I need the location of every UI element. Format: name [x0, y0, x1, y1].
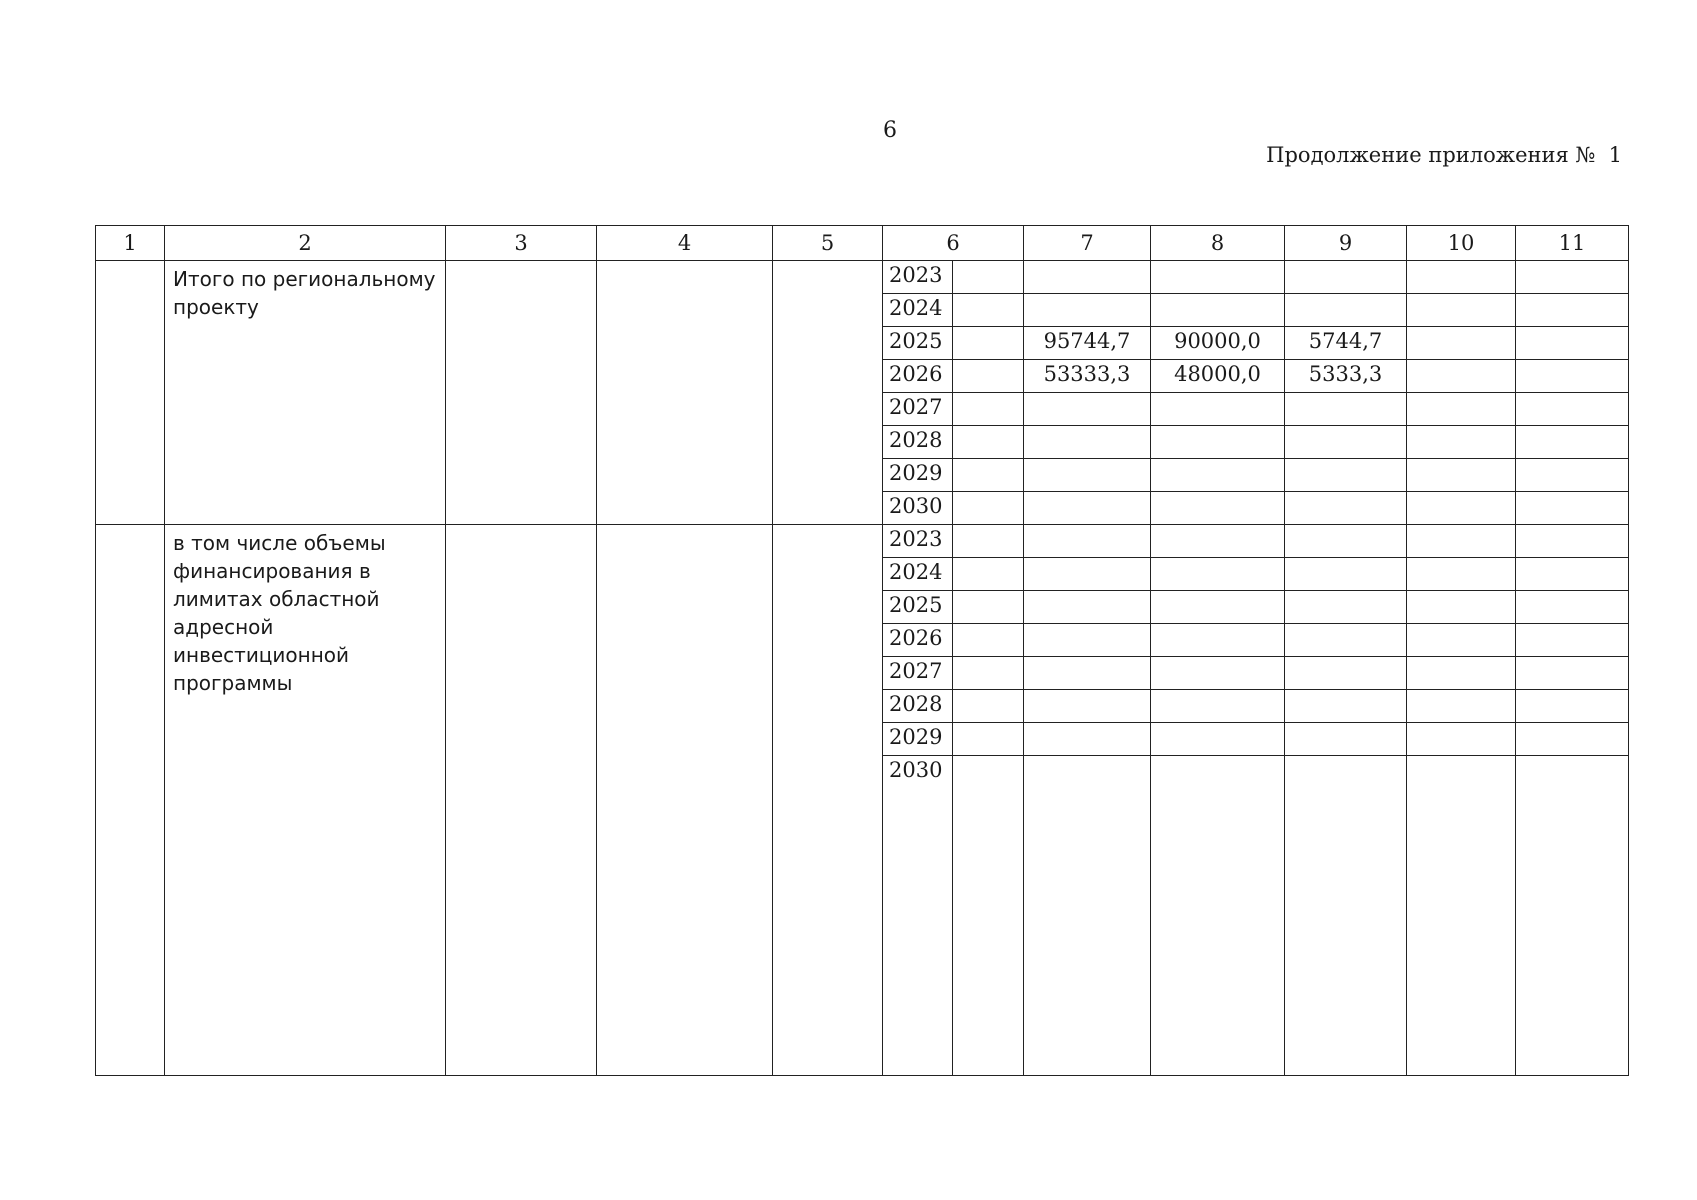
cell-col-6-sub: [953, 624, 1024, 657]
value-col-9: [1285, 558, 1407, 591]
header-col-1: 1: [96, 226, 165, 261]
cell-col-11: [1516, 558, 1629, 591]
cell-col-10: [1407, 591, 1516, 624]
cell-col-3: [446, 525, 597, 1076]
row-number-cell: [96, 525, 165, 1076]
year-cell: 2024: [883, 558, 953, 591]
value-col-9: [1285, 723, 1407, 756]
cell-col-10: [1407, 657, 1516, 690]
value-col-7: [1024, 261, 1151, 294]
value-col-7: [1024, 492, 1151, 525]
cell-col-11: [1516, 393, 1629, 426]
continuation-label: Продолжение приложения № 1: [1266, 143, 1622, 167]
cell-col-6-sub: [953, 360, 1024, 393]
value-col-9: [1285, 294, 1407, 327]
year-cell: 2025: [883, 591, 953, 624]
value-col-7: [1024, 393, 1151, 426]
year-cell: 2024: [883, 294, 953, 327]
year-cell: 2030: [883, 756, 953, 1076]
year-cell: 2026: [883, 624, 953, 657]
cell-col-10: [1407, 525, 1516, 558]
cell-col-10: [1407, 294, 1516, 327]
value-col-8: [1151, 690, 1285, 723]
value-col-7: [1024, 459, 1151, 492]
header-col-11: 11: [1516, 226, 1629, 261]
cell-col-10: [1407, 723, 1516, 756]
value-col-9: [1285, 393, 1407, 426]
header-col-7: 7: [1024, 226, 1151, 261]
year-cell: 2027: [883, 393, 953, 426]
header-col-10: 10: [1407, 226, 1516, 261]
value-col-9: [1285, 756, 1407, 1076]
cell-col-6-sub: [953, 426, 1024, 459]
cell-col-6-sub: [953, 756, 1024, 1076]
value-col-8: [1151, 459, 1285, 492]
cell-col-10: [1407, 756, 1516, 1076]
value-col-7: [1024, 558, 1151, 591]
cell-col-6-sub: [953, 690, 1024, 723]
cell-col-5: [773, 525, 883, 1076]
cell-col-3: [446, 261, 597, 525]
year-cell: 2029: [883, 459, 953, 492]
cell-col-6-sub: [953, 261, 1024, 294]
value-col-7: 53333,3: [1024, 360, 1151, 393]
value-col-8: [1151, 624, 1285, 657]
value-col-9: [1285, 591, 1407, 624]
value-col-8: [1151, 294, 1285, 327]
cell-col-11: [1516, 294, 1629, 327]
value-col-8: 90000,0: [1151, 327, 1285, 360]
year-cell: 2023: [883, 261, 953, 294]
value-col-8: [1151, 426, 1285, 459]
year-cell: 2027: [883, 657, 953, 690]
financing-table: [95, 225, 1629, 1076]
value-col-8: [1151, 756, 1285, 1076]
header-col-8: 8: [1151, 226, 1285, 261]
cell-col-10: [1407, 690, 1516, 723]
value-col-7: [1024, 657, 1151, 690]
year-cell: 2028: [883, 690, 953, 723]
cell-col-11: [1516, 459, 1629, 492]
cell-col-6-sub: [953, 558, 1024, 591]
cell-col-10: [1407, 393, 1516, 426]
value-col-9: [1285, 657, 1407, 690]
cell-col-11: [1516, 624, 1629, 657]
value-col-8: [1151, 492, 1285, 525]
cell-col-11: [1516, 360, 1629, 393]
value-col-9: 5333,3: [1285, 360, 1407, 393]
value-col-8: [1151, 525, 1285, 558]
cell-col-6-sub: [953, 459, 1024, 492]
header-col-4: 4: [597, 226, 773, 261]
year-cell: 2026: [883, 360, 953, 393]
year-cell: 2023: [883, 525, 953, 558]
value-col-7: [1024, 723, 1151, 756]
value-col-7: 95744,7: [1024, 327, 1151, 360]
value-col-9: [1285, 261, 1407, 294]
cell-col-10: [1407, 624, 1516, 657]
value-col-8: [1151, 261, 1285, 294]
value-col-7: [1024, 756, 1151, 1076]
cell-col-11: [1516, 756, 1629, 1076]
cell-col-10: [1407, 459, 1516, 492]
cell-col-6-sub: [953, 723, 1024, 756]
cell-col-11: [1516, 690, 1629, 723]
section-label: в том числе объемы финансирования в лимитах областной адресной инвестиционной программы: [165, 525, 446, 1076]
header-col-5: 5: [773, 226, 883, 261]
section-label: Итого по региональному проекту: [165, 261, 446, 525]
table-row: [96, 525, 1629, 558]
table-row: [96, 261, 1629, 294]
cell-col-4: [597, 261, 773, 525]
cell-col-11: [1516, 657, 1629, 690]
value-col-7: [1024, 690, 1151, 723]
value-col-8: [1151, 723, 1285, 756]
cell-col-11: [1516, 591, 1629, 624]
header-col-3: 3: [446, 226, 597, 261]
cell-col-11: [1516, 261, 1629, 294]
value-col-9: [1285, 459, 1407, 492]
cell-col-10: [1407, 492, 1516, 525]
cell-col-10: [1407, 327, 1516, 360]
value-col-9: [1285, 690, 1407, 723]
cell-col-6-sub: [953, 657, 1024, 690]
header-col-6: 6: [883, 226, 1024, 261]
cell-col-10: [1407, 558, 1516, 591]
cell-col-11: [1516, 426, 1629, 459]
cell-col-6-sub: [953, 492, 1024, 525]
value-col-9: [1285, 624, 1407, 657]
row-number-cell: [96, 261, 165, 525]
value-col-7: [1024, 525, 1151, 558]
cell-col-11: [1516, 327, 1629, 360]
value-col-9: [1285, 525, 1407, 558]
cell-col-6-sub: [953, 393, 1024, 426]
value-col-9: [1285, 492, 1407, 525]
page-number: 6: [883, 118, 897, 143]
value-col-7: [1024, 624, 1151, 657]
value-col-8: [1151, 393, 1285, 426]
cell-col-6-sub: [953, 525, 1024, 558]
cell-col-6-sub: [953, 591, 1024, 624]
cell-col-11: [1516, 723, 1629, 756]
cell-col-6-sub: [953, 294, 1024, 327]
value-col-8: [1151, 657, 1285, 690]
value-col-7: [1024, 591, 1151, 624]
year-cell: 2029: [883, 723, 953, 756]
cell-col-10: [1407, 261, 1516, 294]
cell-col-11: [1516, 492, 1629, 525]
value-col-8: [1151, 558, 1285, 591]
value-col-7: [1024, 294, 1151, 327]
value-col-9: [1285, 426, 1407, 459]
header-col-9: 9: [1285, 226, 1407, 261]
header-row: [96, 226, 1629, 261]
value-col-8: [1151, 591, 1285, 624]
cell-col-10: [1407, 426, 1516, 459]
cell-col-6-sub: [953, 327, 1024, 360]
cell-col-4: [597, 525, 773, 1076]
cell-col-5: [773, 261, 883, 525]
cell-col-11: [1516, 525, 1629, 558]
value-col-9: 5744,7: [1285, 327, 1407, 360]
value-col-8: 48000,0: [1151, 360, 1285, 393]
year-cell: 2025: [883, 327, 953, 360]
cell-col-10: [1407, 360, 1516, 393]
header-col-2: 2: [165, 226, 446, 261]
year-cell: 2028: [883, 426, 953, 459]
year-cell: 2030: [883, 492, 953, 525]
value-col-7: [1024, 426, 1151, 459]
